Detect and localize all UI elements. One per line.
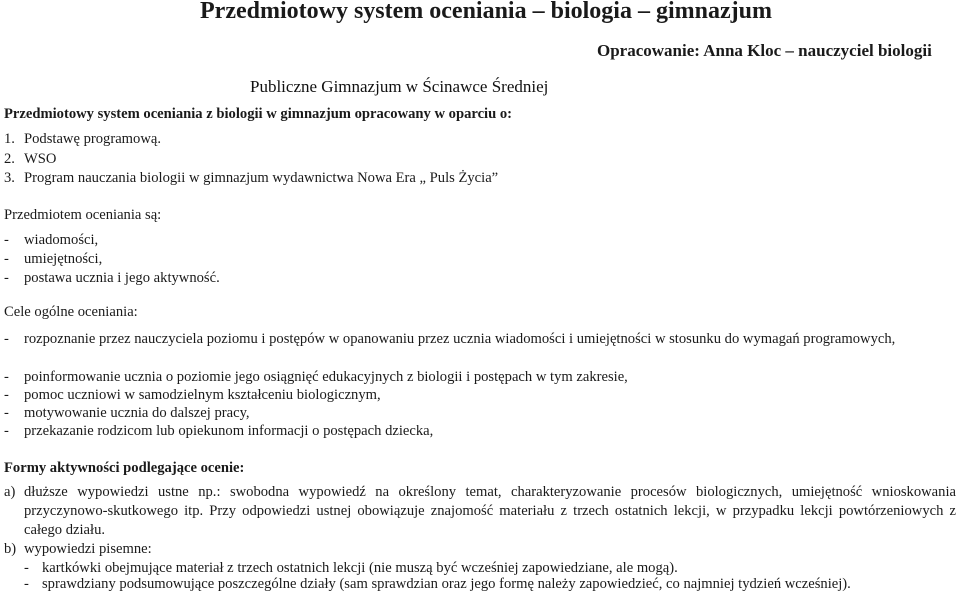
- subjects-heading: Przedmiotem oceniania są:: [4, 207, 162, 223]
- list-item-text: Program nauczania biologii w gimnazjum wydawnictwa Nowa Era „ Puls Życia”: [24, 170, 499, 186]
- document-title: Przedmiotowy system oceniania – biologia – gimnazjum: [200, 0, 772, 24]
- list-item-text: poinformowanie ucznia o poziomie jego osiągnięć edukacyjnych z biologii i postępach w tym zakresie,: [24, 369, 628, 385]
- list-item-text: umiejętności,: [24, 251, 103, 267]
- form-item-oral-lead: dłuższe wypowiedzi ustne np.: [24, 484, 217, 500]
- list-item: [4, 330, 956, 370]
- form-item-written-text: wypowiedzi pisemne:: [24, 541, 152, 557]
- list-item-text: Podstawę programową.: [24, 131, 161, 147]
- form-item-oral-description: : swobodna wypowiedź na określony temat, charakteryzowanie procesów biologicznych, umiejętność wnioskowania przyczynowo-skutkowego itp. Przy odpowiedzi ustnej obowiązuje znajomość materiału z trzech ostatnich lekcji, w przypadku lekcji powtórzeniowych z całego działu.: [24, 484, 956, 538]
- dash-marker: -: [4, 270, 9, 286]
- goals-heading: Cele ogólne oceniania:: [4, 304, 138, 320]
- dash-marker: -: [4, 251, 9, 267]
- list-item-text: WSO: [24, 151, 57, 167]
- list-item-text: postawa ucznia i jego aktywność.: [24, 270, 220, 286]
- list-marker: 3.: [4, 170, 15, 186]
- list-item-text: rozpoznanie przez nauczyciela poziomu i postępów w opanowaniu przez ucznia wiadomości i umiejętności w stosunku do wymagań programowych,: [24, 331, 896, 347]
- author-line: Opracowanie: Anna Kloc – nauczyciel biologii: [597, 41, 932, 60]
- form-item-oral: [4, 483, 956, 543]
- form-item-oral-text: [24, 483, 956, 540]
- school-name: Publiczne Gimnazjum w Ścinawce Średniej: [250, 77, 549, 96]
- dash-marker: -: [4, 405, 9, 421]
- dash-marker: -: [4, 387, 9, 403]
- dash-marker: -: [4, 369, 9, 385]
- list-marker: 1.: [4, 131, 15, 147]
- intro-text: Przedmiotowy system oceniania z biologii w gimnazjum opracowany w oparciu o:: [4, 106, 513, 122]
- dash-marker: -: [24, 560, 29, 576]
- list-item-text: pomoc uczniowi w samodzielnym kształceniu biologicznym,: [24, 387, 381, 403]
- dash-marker: -: [4, 232, 9, 248]
- list-marker: b): [4, 541, 17, 557]
- dash-marker: -: [24, 576, 29, 592]
- list-item-text: motywowanie ucznia do dalszej pracy,: [24, 405, 250, 421]
- dash-marker: -: [4, 423, 9, 439]
- list-marker: 2.: [4, 151, 15, 167]
- list-item-text: kartkówki obejmujące materiał z trzech ostatnich lekcji (nie muszą być wcześniej zapowiedziane, ale mogą).: [42, 560, 678, 576]
- list-marker: a): [4, 484, 16, 500]
- forms-heading: Formy aktywności podlegające ocenie:: [4, 460, 245, 476]
- list-item-text: sprawdziany podsumowujące poszczególne działy (sam sprawdzian oraz jego formę należy zapowiedzieć, co najmniej tydzień wcześniej).: [42, 576, 851, 592]
- dash-marker: -: [4, 331, 9, 347]
- list-item-text: przekazanie rodzicom lub opiekunom informacji o postępach dziecka,: [24, 423, 434, 439]
- list-item-text: wiadomości,: [24, 232, 99, 248]
